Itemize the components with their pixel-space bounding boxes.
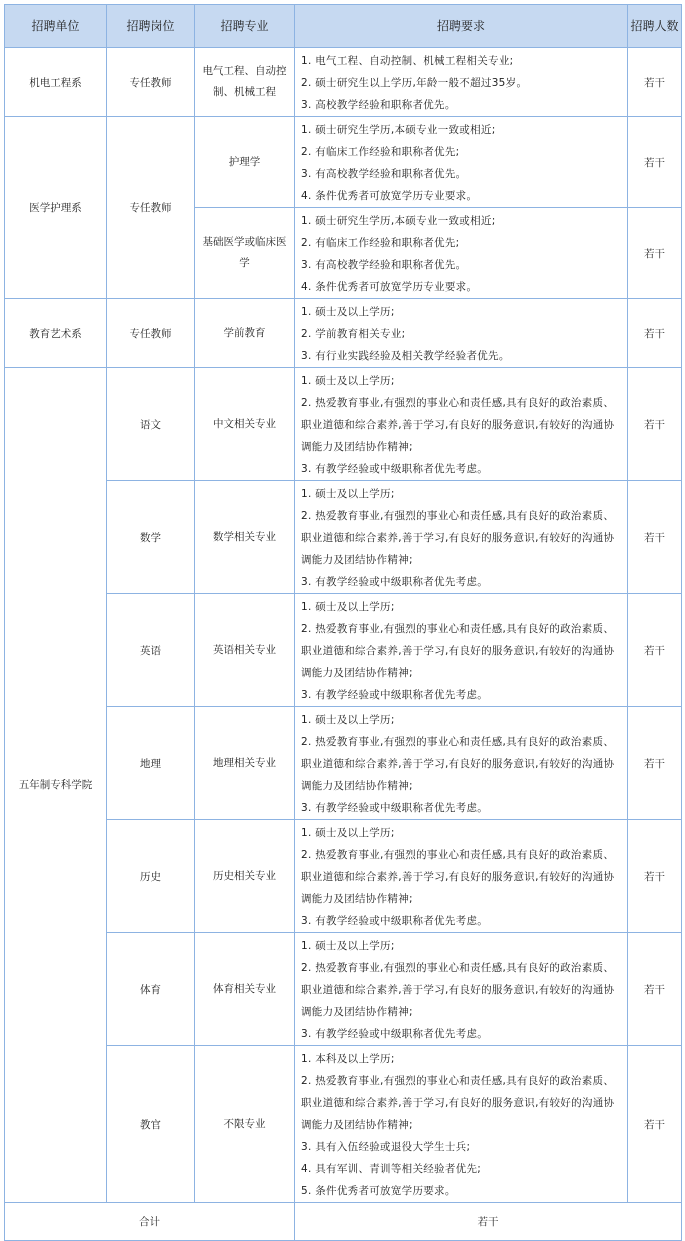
- requirements-cell: [295, 707, 628, 820]
- requirements-cell: [295, 368, 628, 481]
- requirement-line: 1. 硕士研究生学历,本硕专业一致或相近;: [301, 215, 496, 227]
- table-row: [5, 820, 682, 933]
- requirement-line: 2. 热爱教育事业,有强烈的事业心和责任感,具有良好的政治素质、职业道德和综合素养,善于学习,有良好的服务意识,有较好的沟通协调能力及团结协作精神;: [301, 510, 615, 566]
- count-cell: 若干: [628, 594, 682, 707]
- requirement-line: 1. 硕士及以上学历;: [301, 488, 395, 500]
- requirement-line: 1. 硕士及以上学历;: [301, 375, 395, 387]
- post-cell: 英语: [107, 594, 195, 707]
- table-row: [5, 933, 682, 1046]
- table-row: [5, 48, 682, 117]
- requirement-line: 1. 硕士及以上学历;: [301, 827, 395, 839]
- header-major: 招聘专业: [195, 5, 295, 48]
- requirement-line: 3. 有高校教学经验和职称者优先。: [301, 168, 467, 180]
- requirement-line: 3. 高校教学经验和职称者优先。: [301, 99, 456, 111]
- requirement-line: 3. 有教学经验或中级职称者优先考虑。: [301, 915, 489, 927]
- requirements-cell: [295, 48, 628, 117]
- requirement-line: 3. 有教学经验或中级职称者优先考虑。: [301, 689, 489, 701]
- table-row: [5, 481, 682, 594]
- requirement-line: 3. 有教学经验或中级职称者优先考虑。: [301, 1028, 489, 1040]
- post-cell: 地理: [107, 707, 195, 820]
- requirement-line: 2. 热爱教育事业,有强烈的事业心和责任感,具有良好的政治素质、职业道德和综合素养,善于学习,有良好的服务意识,有较好的沟通协调能力及团结协作精神;: [301, 397, 615, 453]
- post-cell: 语文: [107, 368, 195, 481]
- count-cell: 若干: [628, 933, 682, 1046]
- post-cell: 数学: [107, 481, 195, 594]
- requirement-line: 2. 热爱教育事业,有强烈的事业心和责任感,具有良好的政治素质、职业道德和综合素养,善于学习,有良好的服务意识,有较好的沟通协调能力及团结协作精神;: [301, 623, 615, 679]
- table-row: [5, 1046, 682, 1203]
- unit-cell: 医学护理系: [5, 117, 107, 299]
- requirements-cell: [295, 594, 628, 707]
- requirement-line: 3. 具有入伍经验或退役大学生士兵;: [301, 1141, 471, 1153]
- header-requirements: 招聘要求: [295, 5, 628, 48]
- requirements-cell: [295, 933, 628, 1046]
- header-count: 招聘人数: [628, 5, 682, 48]
- count-cell: 若干: [628, 707, 682, 820]
- major-cell: 护理学: [195, 117, 295, 208]
- requirement-line: 4. 条件优秀者可放宽学历专业要求。: [301, 190, 478, 202]
- major-cell: 基础医学或临床医学: [195, 208, 295, 299]
- count-cell: 若干: [628, 481, 682, 594]
- requirement-line: 3. 有教学经验或中级职称者优先考虑。: [301, 463, 489, 475]
- post-cell: 专任教师: [107, 117, 195, 299]
- requirement-line: 1. 本科及以上学历;: [301, 1053, 395, 1065]
- requirements-cell: [295, 1046, 628, 1203]
- count-cell: 若干: [628, 208, 682, 299]
- requirement-line: 3. 有行业实践经验及相关教学经验者优先。: [301, 350, 510, 362]
- table-row: [5, 117, 682, 208]
- requirement-line: 1. 电气工程、自动控制、机械工程相关专业;: [301, 55, 514, 67]
- requirement-line: 2. 热爱教育事业,有强烈的事业心和责任感,具有良好的政治素质、职业道德和综合素养,善于学习,有良好的服务意识,有较好的沟通协调能力及团结协作精神;: [301, 849, 615, 905]
- unit-cell: 教育艺术系: [5, 299, 107, 368]
- recruitment-table: [4, 4, 682, 1241]
- requirement-line: 2. 有临床工作经验和职称者优先;: [301, 146, 460, 158]
- post-cell: 专任教师: [107, 299, 195, 368]
- table-row: [5, 594, 682, 707]
- major-cell: 电气工程、自动控制、机械工程: [195, 48, 295, 117]
- major-cell: 地理相关专业: [195, 707, 295, 820]
- requirements-cell: [295, 208, 628, 299]
- requirements-cell: [295, 481, 628, 594]
- count-cell: 若干: [628, 820, 682, 933]
- requirement-line: 4. 条件优秀者可放宽学历专业要求。: [301, 281, 478, 293]
- requirement-line: 5. 条件优秀者可放宽学历要求。: [301, 1185, 456, 1197]
- major-cell: 体育相关专业: [195, 933, 295, 1046]
- post-cell: 专任教师: [107, 48, 195, 117]
- requirement-line: 4. 具有军训、青训等相关经验者优先;: [301, 1163, 482, 1175]
- major-cell: 历史相关专业: [195, 820, 295, 933]
- count-cell: 若干: [628, 1046, 682, 1203]
- requirement-line: 2. 热爱教育事业,有强烈的事业心和责任感,具有良好的政治素质、职业道德和综合素养,善于学习,有良好的服务意识,有较好的沟通协调能力及团结协作精神;: [301, 1075, 615, 1131]
- header-post: 招聘岗位: [107, 5, 195, 48]
- requirement-line: 1. 硕士研究生学历,本硕专业一致或相近;: [301, 124, 496, 136]
- requirement-line: 2. 有临床工作经验和职称者优先;: [301, 237, 460, 249]
- post-cell: 历史: [107, 820, 195, 933]
- major-cell: 不限专业: [195, 1046, 295, 1203]
- major-cell: 英语相关专业: [195, 594, 295, 707]
- requirements-cell: [295, 117, 628, 208]
- requirement-line: 1. 硕士及以上学历;: [301, 714, 395, 726]
- major-cell: 数学相关专业: [195, 481, 295, 594]
- requirement-line: 3. 有教学经验或中级职称者优先考虑。: [301, 802, 489, 814]
- table-row: [5, 368, 682, 481]
- table-row: [5, 299, 682, 368]
- count-cell: 若干: [628, 299, 682, 368]
- total-label: 合计: [5, 1203, 295, 1241]
- requirement-line: 2. 热爱教育事业,有强烈的事业心和责任感,具有良好的政治素质、职业道德和综合素养,善于学习,有良好的服务意识,有较好的沟通协调能力及团结协作精神;: [301, 962, 615, 1018]
- header-unit: 招聘单位: [5, 5, 107, 48]
- requirement-line: 1. 硕士及以上学历;: [301, 306, 395, 318]
- major-cell: 学前教育: [195, 299, 295, 368]
- requirement-line: 1. 硕士及以上学历;: [301, 601, 395, 613]
- major-cell: 中文相关专业: [195, 368, 295, 481]
- unit-cell: 五年制专科学院: [5, 368, 107, 1203]
- requirement-line: 2. 热爱教育事业,有强烈的事业心和责任感,具有良好的政治素质、职业道德和综合素养,善于学习,有良好的服务意识,有较好的沟通协调能力及团结协作精神;: [301, 736, 615, 792]
- requirement-line: 2. 学前教育相关专业;: [301, 328, 406, 340]
- total-value: 若干: [295, 1203, 682, 1241]
- requirement-line: 2. 硕士研究生以上学历,年龄一般不超过35岁。: [301, 77, 528, 89]
- count-cell: 若干: [628, 48, 682, 117]
- post-cell: 教官: [107, 1046, 195, 1203]
- count-cell: 若干: [628, 368, 682, 481]
- requirements-cell: [295, 820, 628, 933]
- post-cell: 体育: [107, 933, 195, 1046]
- table-row: [5, 707, 682, 820]
- unit-cell: 机电工程系: [5, 48, 107, 117]
- requirement-line: 1. 硕士及以上学历;: [301, 940, 395, 952]
- total-row: [5, 1203, 682, 1241]
- header-row: [5, 5, 682, 48]
- requirements-cell: [295, 299, 628, 368]
- requirement-line: 3. 有高校教学经验和职称者优先。: [301, 259, 467, 271]
- requirement-line: 3. 有教学经验或中级职称者优先考虑。: [301, 576, 489, 588]
- count-cell: 若干: [628, 117, 682, 208]
